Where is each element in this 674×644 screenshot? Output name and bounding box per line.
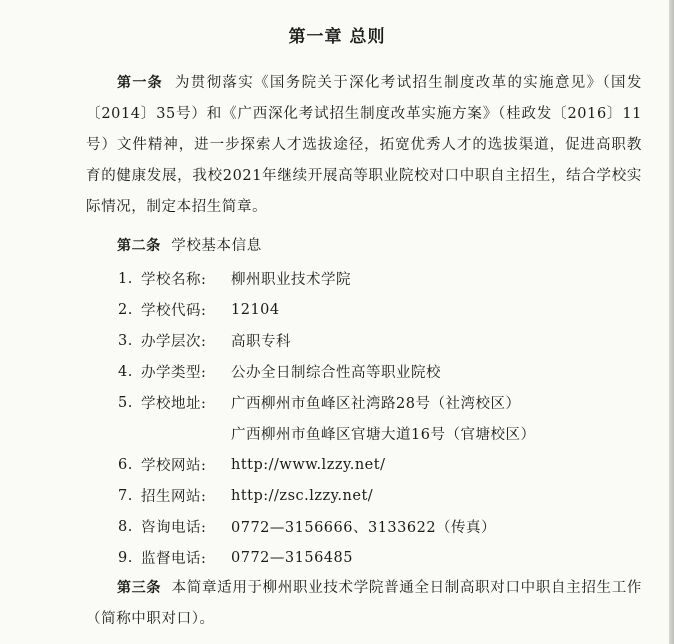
list-item: 5. 学校地址: 广西柳州市鱼峰区社湾路28号（社湾校区） [118,394,521,412]
article-1 [86,68,642,223]
article-3-label: 第三条 [117,580,162,596]
list-item: 3. 办学层次: 高职专科 [118,332,291,350]
page-edge [669,0,674,644]
list-item-continuation: 广西柳州市鱼峰区官塘大道16号（官塘校区） [231,426,536,443]
list-item: 7. 招生网站: http://zsc.lzzy.net/ [118,487,374,505]
list-item: 9. 监督电话: 0772—3156485 [118,549,353,567]
list-item: 1. 学校名称: 柳州职业技术学院 [118,270,351,288]
article-3-text: 本简章适用于柳州职业技术学院普通全日制高职对口中职自主招生工作（简称中职对口）。 [86,580,642,627]
list-item: 6. 学校网站: http://www.lzzy.net/ [118,456,386,474]
article-1-label: 第一条 [117,75,164,91]
article-2-label: 第二条 [117,238,161,254]
article-1-text: 为贯彻落实《国务院关于深化考试招生制度改革的实施意见》（国发〔2014〕35号）和《广西深化考试招生制度改革实施方案》（桂政发〔2016〕11号）文件精神，进一步探索人才选拔途径，拓宽优秀人才的选拔渠道，促进高职教育的健康发展，我校2021年继续开展高等职业院校对口中职自主招生，结合学校实际情况，制定本招生简章。 [86,75,642,215]
school-website-link: http://www.lzzy.net/ [231,456,386,473]
article-2-title: 学校基本信息 [171,238,262,254]
chapter-title: 第一章 总则 [288,27,386,47]
admission-website-link: http://zsc.lzzy.net/ [231,487,374,504]
list-item: 8. 咨询电话: 0772—3156666、3133622（传真） [118,518,497,536]
list-item: 4. 办学类型: 公办全日制综合性高等职业院校 [118,363,441,381]
school-info-list [118,263,535,573]
list-item: 2. 学校代码: 12104 [118,301,280,319]
article-2-heading [117,234,262,255]
article-3 [86,573,642,635]
